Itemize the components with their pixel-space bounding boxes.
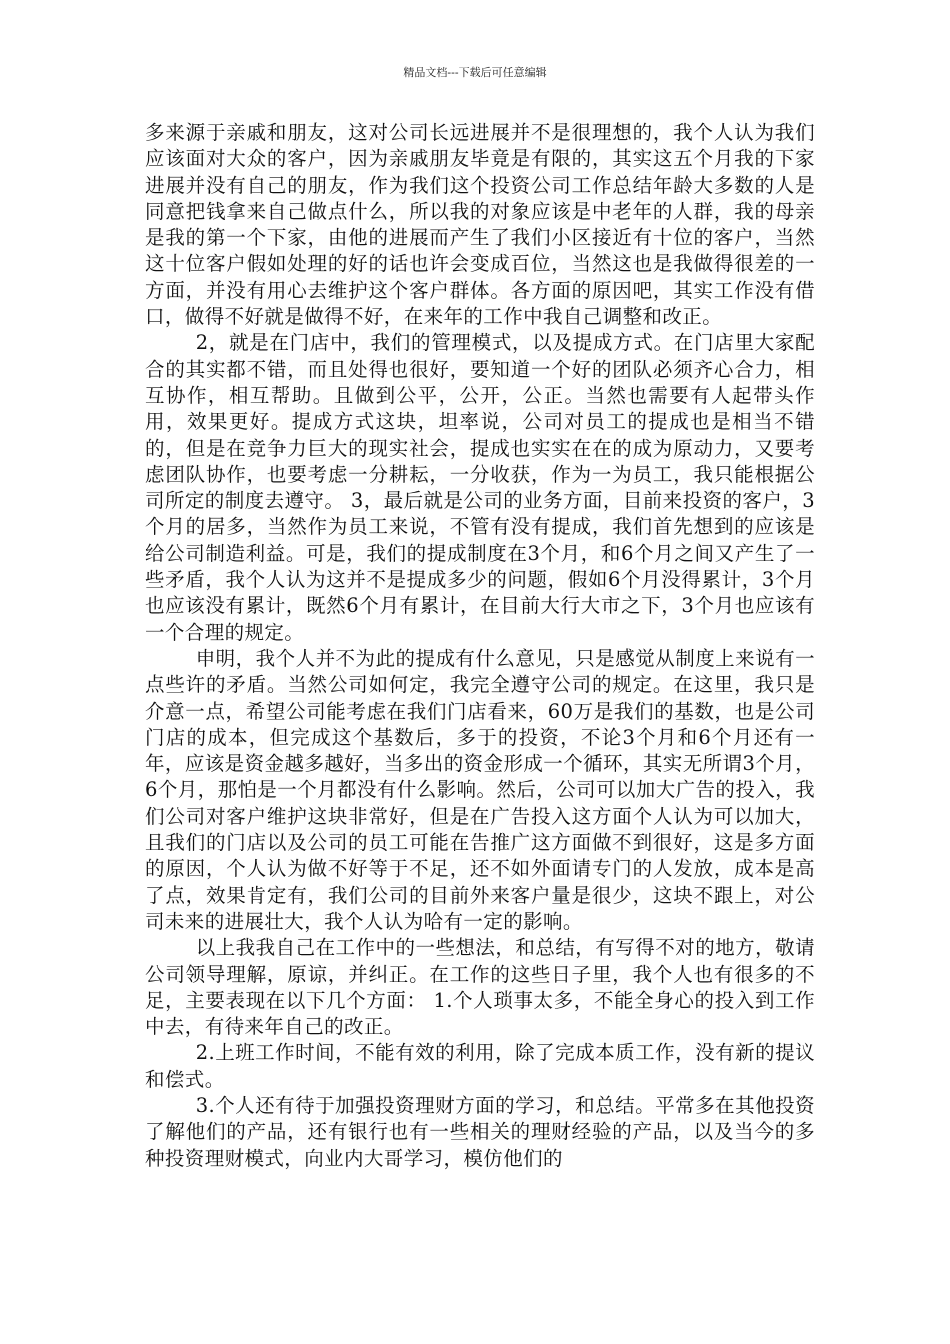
paragraph-5: 2.上班工作时间，不能有效的利用，除了完成本质工作，没有新的提议和偿式。 (145, 1041, 815, 1091)
paragraph-6: 3.个人还有待于加强投资理财方面的学习，和总结。平常多在其他投资了解他们的产品，还有银行也有一些相关的理财经验的产品，以及当今的多种投资理财模式，向业内大哥学习，模仿他们的 (145, 1093, 815, 1170)
paragraph-4: 以上我我自己在工作中的一些想法，和总结，有写得不对的地方，敬请公司领导理解，原谅，并纠正。在工作的这些日子里，我个人也有很多的不足，主要表现在以下几个方面： 1.个人琐事太多，不能全身心的投入到工作中去，有待来年自己的改正。 (145, 936, 815, 1039)
paragraph-1: 多来源于亲戚和朋友，这对公司长远进展并不是很理想的，我个人认为我们应该面对大众的客户，因为亲戚朋友毕竟是有限的，其实这五个月我的下家进展并没有自己的朋友，作为我们这个投资公司工作总结年龄大多数的人是同意把钱拿来自己做点什么，所以我的对象应该是中老年的人群，我的母亲是我的第一个下家，由他的进展而产生了我们小区接近有十位的客户，当然这十位客户假如处理的好的话也许会变成百位，当然这也是我做得很差的一方面，并没有用心去维护这个客户群体。各方面的原因吧，其实工作没有借口，做得不好就是做得不好，在来年的工作中我自己调整和改正。 (145, 121, 815, 329)
paragraph-2: 2，就是在门店中，我们的管理模式，以及提成方式。在门店里大家配合的其实都不错，而且处得也很好，要知道一个好的团队必须齐心合力，相互协作，相互帮助。且做到公平，公开，公正。当然也需要有人起带头作用，效果更好。提成方式这块，坦率说，公司对员工的提成也是相当不错的，但是在竞争力巨大的现实社会，提成也实实在在的成为原动力，又要考虑团队协作，也要考虑一分耕耘，一分收获，作为一为员工，我只能根据公司所定的制度去遵守。 3，最后就是公司的业务方面，目前来投资的客户，3个月的居多，当然作为员工来说，不管有没有提成，我们首先想到的应该是给公司制造利益。可是，我们的提成制度在3个月，和6个月之间又产生了一些矛盾，我个人认为这并不是提成多少的问题，假如6个月没得累计，3个月也应该没有累计，既然6个月有累计，在目前大行大市之下，3个月也应该有一个合理的规定。 (145, 331, 815, 644)
document-body (145, 120, 815, 1172)
page-header: 精品文档---下载后可任意编辑 (403, 66, 547, 79)
paragraph-3: 申明，我个人并不为此的提成有什么意见，只是感觉从制度上来说有一点些许的矛盾。当然公司如何定，我完全遵守公司的规定。在这里，我只是介意一点，希望公司能考虑在我们门店看来，60万是我们的基数，也是公司门店的成本，但完成这个基数后，多于的投资，不论3个月和6个月还有一年，应该是资金越多越好，当多出的资金形成一个循环，其实无所谓3个月，6个月，那怕是一个月都没有什么影响。然后，公司可以加大广告的投入，我们公司对客户维护这块非常好，但是在广告投入这方面个人认为可以加大，且我们的门店以及公司的员工可能在告推广这方面做不到很好，这是多方面的原因，个人认为做不好等于不足，还不如外面请专门的人发放，成本是高了点，效果肯定有，我们公司的目前外来客户量是很少，这块不跟上，对公司未来的进展壮大，我个人认为哈有一定的影响。 (145, 646, 815, 933)
